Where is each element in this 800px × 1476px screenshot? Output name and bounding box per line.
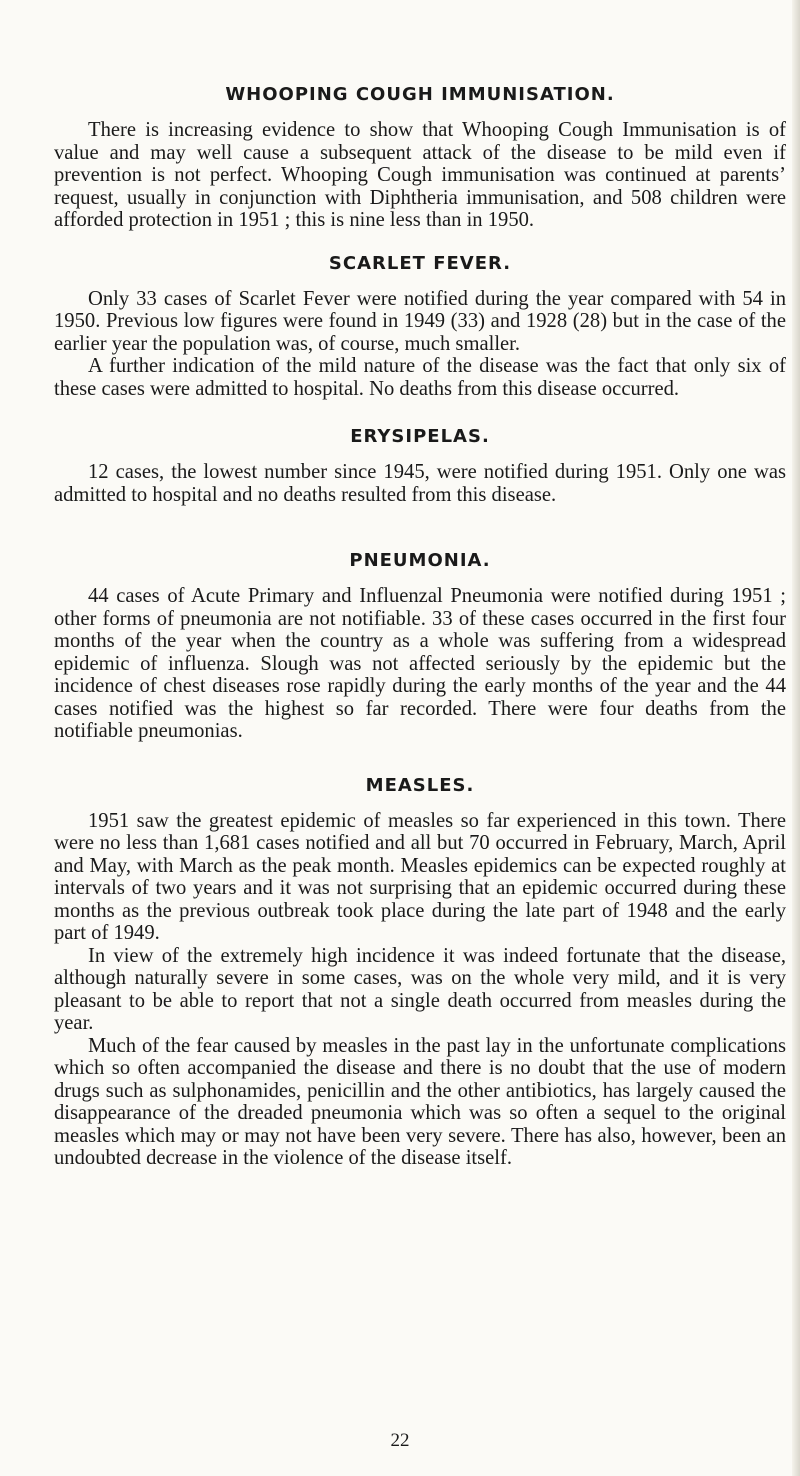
paragraph: Only 33 cases of Scarlet Fever were notified during the year compared with 54 in 1950. Previous low figures were found in 1949 (33) and 1928 (28) but in the case of the earlier year the population was, of course, much smaller.	[54, 287, 786, 355]
section-scarlet-fever	[54, 253, 786, 401]
section-measles	[54, 775, 786, 1170]
heading-pneumonia: PNEUMONIA.	[349, 550, 491, 571]
heading-whooping-cough: WHOOPING COUGH IMMUNISATION.	[225, 84, 615, 105]
page-edge-shadow	[792, 0, 800, 1476]
paragraph: 12 cases, the lowest number since 1945, were notified during 1951. Only one was admitted to hospital and no deaths resulted from this disease.	[54, 461, 786, 506]
section-erysipelas	[54, 426, 786, 506]
paragraph: 44 cases of Acute Primary and Influenzal Pneumonia were notified during 1951 ; other forms of pneumonia are not notifiable. 33 of these cases occurred in the first four months of the year when the country as a whole was suffering from a widespread epidemic of influenza. Slough was not affected seriously by the epidemic but the incidence of chest diseases rose rapidly during the early months of the year and the 44 cases notified was the highest so far recorded. There were four deaths from the notifiable pneumonias.	[54, 585, 786, 742]
paragraph: There is increasing evidence to show that Whooping Cough Immunisation is of value and may well cause a subsequent attack of the disease to be mild even if prevention is not perfect. Whooping Cough immunisation was continued at parents’ request, usually in conjunction with Diphtheria immunisation, and 508 children were afforded protection in 1951 ; this is nine less than in 1950.	[54, 119, 786, 231]
paragraph: 1951 saw the greatest epidemic of measles so far experienced in this town. There were no less than 1,681 cases notified and all but 70 occurred in February, March, April and May, with March as the peak month. Measles epidemics can be expected roughly at intervals of two years and it was not surprising that an epidemic occurred during these months as the previous outbreak took place during the late part of 1948 and the early part of 1949.	[54, 809, 786, 944]
paragraph: Much of the fear caused by measles in the past lay in the unfortunate complications which so often accompanied the disease and there is no doubt that the use of modern drugs such as sulphonamides, penicillin and the other antibiotics, has largely caused the disappearance of the dreaded pneumonia which was so often a sequel to the original measles which may or may not have been very severe. There has also, however, been an undoubted decrease in the violence of the disease itself.	[54, 1034, 786, 1169]
section-whooping-cough	[54, 84, 786, 232]
paragraph: In view of the extremely high incidence it was indeed fortunate that the disease, although naturally severe in some cases, was on the whole very mild, and it is very pleasant to be able to report that not a single death occurred from measles during the year.	[54, 944, 786, 1034]
heading-scarlet-fever: SCARLET FEVER.	[328, 252, 512, 274]
paragraph: A further indication of the mild nature of the disease was the fact that only six of these cases were admitted to hospital. No deaths from this disease occurred.	[54, 355, 786, 400]
heading-measles: MEASLES.	[365, 774, 475, 796]
heading-erysipelas: ERYSIPELAS.	[350, 426, 490, 447]
document-page	[54, 84, 786, 1170]
section-pneumonia	[54, 550, 786, 743]
page-number: 22	[390, 1430, 410, 1451]
